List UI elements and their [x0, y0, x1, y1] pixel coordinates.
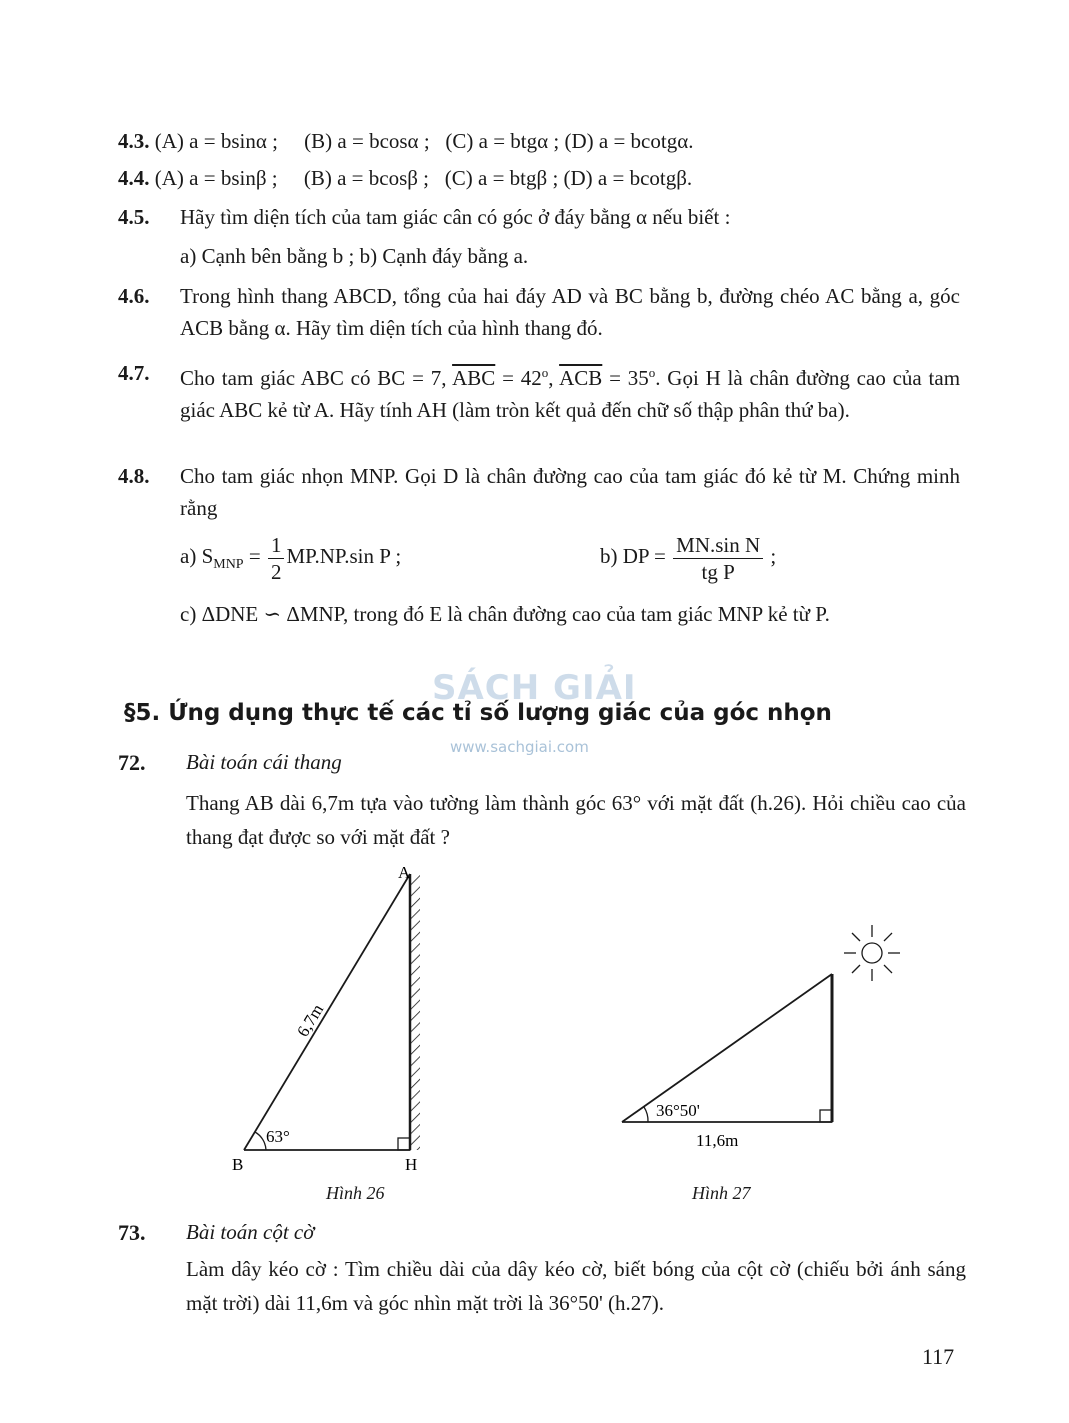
exercise-4-3 — [118, 126, 693, 156]
watermark-logo: SÁCH GIẢI — [432, 668, 637, 708]
formula-a: a) $S_{MNP}$ = $\frac{1}{2}$ MP.NP.sin P ; — [180, 532, 402, 584]
exercise-number: 4.3. — [118, 129, 150, 153]
exercise-text: Trong hình thang ABCD, tổng của hai đáy AD và BC bằng b, đường chéo AC bằng a, góc ACB bằng α. Hãy tìm diện tích của hình thang đó. — [180, 284, 960, 340]
label-a: A — [398, 863, 411, 882]
exercise-subparts: a) Cạnh bên bằng b ; b) Cạnh đáy bằng a. — [180, 244, 529, 268]
exercise-text: Cho tam giác nhọn MNP. Gọi D là chân đường cao của tam giác đó kẻ từ M. Chứng minh rằng — [180, 464, 960, 520]
label-shadow-length: 11,6m — [696, 1131, 739, 1150]
figure-26-ladder — [220, 860, 460, 1180]
watermark-url: www.sachgiai.com — [450, 738, 589, 756]
problem-title: Bài toán cột cờ — [186, 1220, 315, 1244]
exercise-text: (A) a = bsinα ; (B) a = bcosα ; (C) a = btgα ; (D) a = bcotgα. — [154, 129, 694, 153]
exercise-number: 4.7. — [118, 361, 150, 385]
problem-number: 73. — [118, 1220, 146, 1245]
angle-abc: $\overline{ABC}$ — [452, 366, 496, 390]
right-angle-mark — [398, 1138, 410, 1150]
sun-icon — [844, 925, 900, 981]
label-angle-63: 63° — [266, 1127, 290, 1146]
ladder-line — [244, 874, 410, 1150]
angle-arc — [644, 1107, 648, 1122]
label-b: B — [232, 1155, 244, 1174]
section-heading: §5. Ứng dụng thực tế các tỉ số lượng giác của góc nhọn — [124, 700, 832, 726]
formula-c: c) ΔDNE ∽ ΔMNP, trong đó E là chân đường cao của tam giác MNP kẻ từ P. — [180, 602, 830, 626]
exercise-text: Cho tam giác ABC có BC = 7, $\overline{ABC} = 42^o$, $\overline{ACB} = 35^o$. Gọi H là chân đường cao của tam giác ABC kẻ từ A. Hãy tính AH (làm tròn kết quả đến chữ số thập phân thứ ba). — [180, 365, 961, 422]
angle-arc — [255, 1132, 266, 1150]
label-angle: 36°50' — [656, 1101, 700, 1120]
label-h: H — [405, 1155, 418, 1174]
exercise-text: Hãy tìm diện tích của tam giác cân có góc ở đáy bằng α nếu biết : — [180, 205, 731, 229]
figure-26-caption: Hình 26 — [326, 1183, 385, 1203]
problem-number: 72. — [118, 750, 146, 775]
fraction-half: $\frac{1}{2}$ — [268, 532, 285, 585]
formula-b: b) DP = $\frac{\text{MN.sin N}}{\text{tg P}}$ ; — [600, 532, 777, 584]
exercise-4-4 — [118, 163, 692, 193]
label-length: 6,7m — [293, 1000, 328, 1041]
exercise-number: 4.4. — [118, 166, 150, 190]
angle-acb: $\overline{ACB}$ — [559, 366, 603, 390]
problem-title: Bài toán cái thang — [186, 750, 342, 774]
problem-body: Làm dây kéo cờ : Tìm chiều dài của dây kéo cờ, biết bóng của cột cờ (chiếu bởi ánh sáng mặt trời) dài 11,6m và góc nhìn mặt trời là 36°50' (h.27). — [186, 1257, 966, 1315]
wall-hatching — [410, 874, 420, 1150]
rope-line — [622, 974, 832, 1122]
exercise-number: 4.6. — [118, 284, 150, 308]
problem-body: Thang AB dài 6,7m tựa vào tường làm thành góc 63° với mặt đất (h.26). Hỏi chiều cao của thang đạt được so với mặt đất ? — [186, 791, 966, 849]
figure-27-caption: Hình 27 — [692, 1183, 751, 1203]
exercise-text: (A) a = bsinβ ; (B) a = bcosβ ; (C) a = btgβ ; (D) a = bcotgβ. — [154, 166, 693, 190]
figure-27-flagpole — [610, 910, 910, 1160]
page-number: 117 — [922, 1344, 955, 1369]
fraction-dp: $\frac{\text{MN.sin N}}{\text{tg P}}$ — [673, 532, 763, 585]
exercise-number: 4.8. — [118, 464, 150, 488]
exercise-number: 4.5. — [118, 205, 150, 229]
right-angle-mark — [820, 1110, 832, 1122]
